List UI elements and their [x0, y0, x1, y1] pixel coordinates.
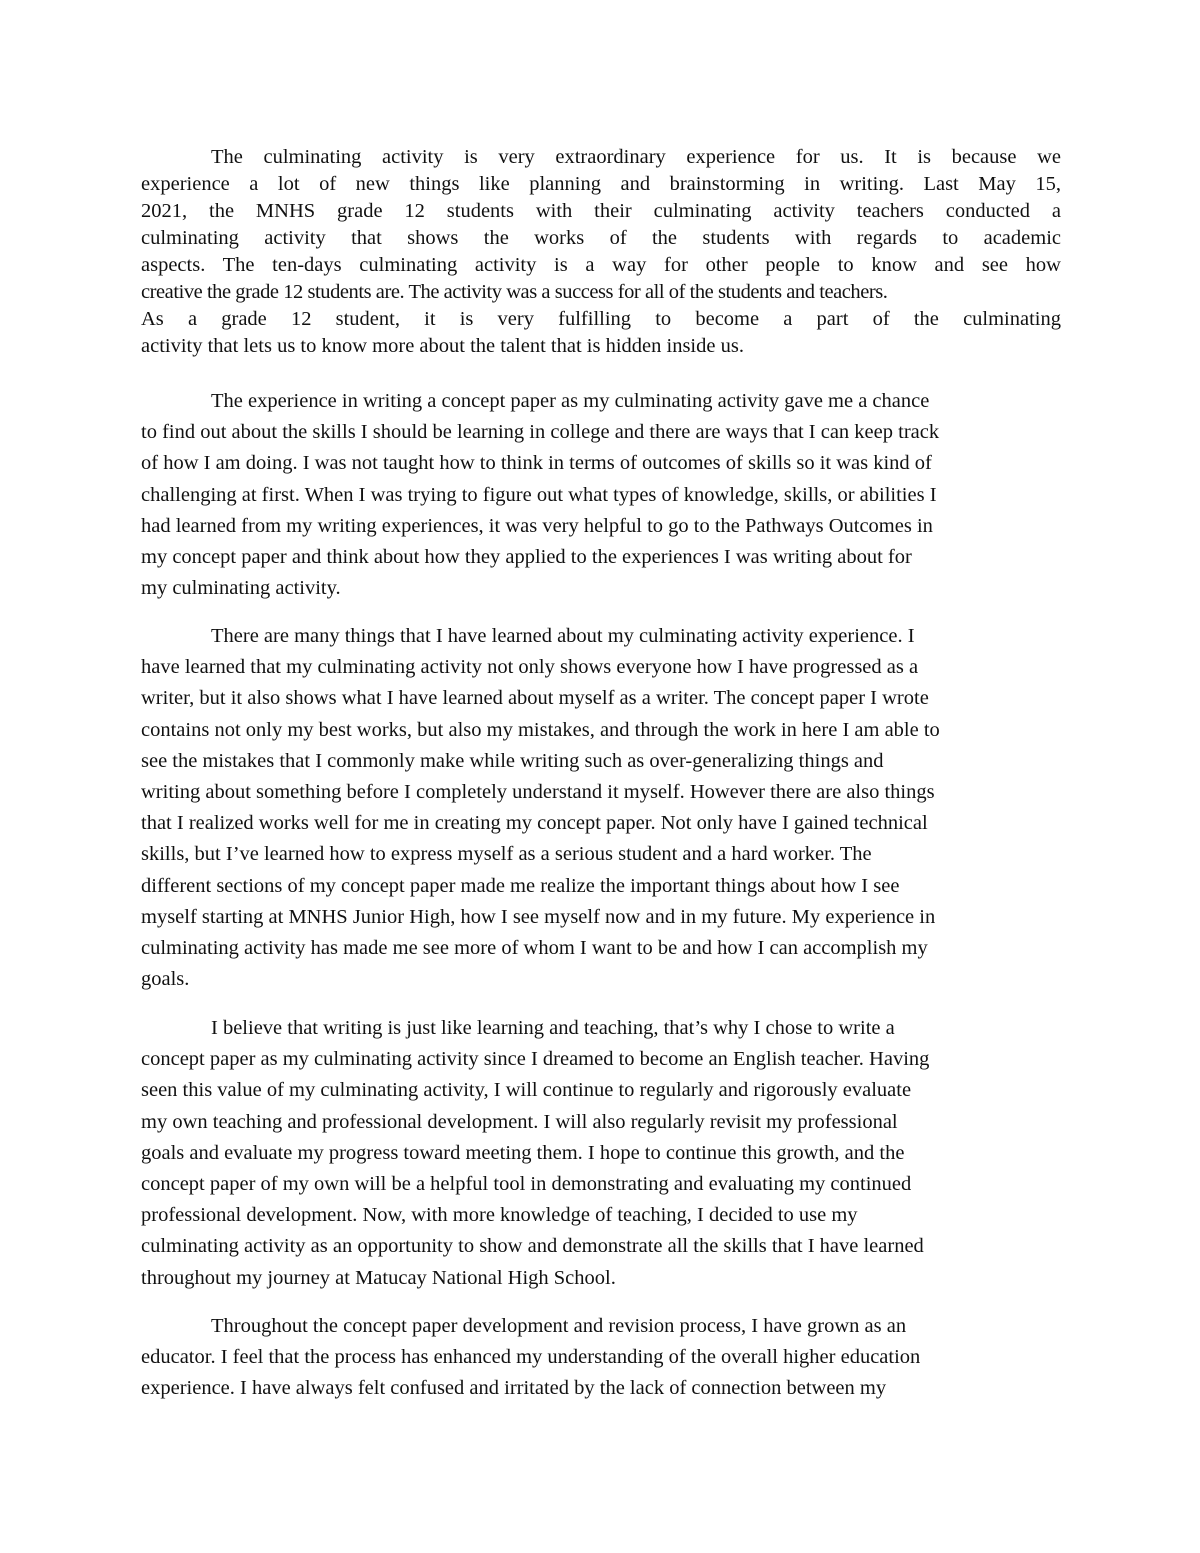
paragraph-line: professional development. Now, with more knowledge of teaching, I decided to use my	[141, 1204, 858, 1227]
paragraph-line: of how I am doing. I was not taught how to think in terms of outcomes of skills so it was kind of	[141, 452, 932, 475]
paragraph-line: I believe that writing is just like learning and teaching, that’s why I chose to write a	[211, 1017, 895, 1039]
paragraph-4	[141, 1013, 1061, 1294]
paragraph-5	[141, 1311, 1061, 1405]
paragraph-line: Throughout the concept paper development and revision process, I have grown as an	[211, 1315, 907, 1337]
paragraph-line: challenging at first. When I was trying to figure out what types of knowledge, skills, or abilities I	[141, 483, 937, 506]
paragraph-line: concept paper of my own will be a helpful tool in demonstrating and evaluating my continued	[141, 1173, 912, 1196]
paragraph-line: that I realized works well for me in creating my concept paper. Not only have I gained technical	[141, 812, 928, 835]
paragraph-3	[141, 621, 1061, 995]
paragraph-line: my culminating activity.	[141, 577, 341, 600]
paragraph-line: my own teaching and professional development. I will also regularly revisit my professional	[141, 1110, 898, 1133]
paragraph-line: culminating activity as an opportunity to show and demonstrate all the skills that I have learned	[141, 1235, 924, 1258]
paragraph-line: activity that lets us to know more about the talent that is hidden inside us.	[141, 335, 744, 357]
paragraph-line: had learned from my writing experiences, it was very helpful to go to the Pathways Outcomes in	[141, 514, 933, 537]
paragraph-line: concept paper as my culminating activity since I dreamed to become an English teacher. Having	[141, 1048, 930, 1071]
paragraph-line: have learned that my culminating activity not only shows everyone how I have progressed as a	[141, 656, 919, 679]
paragraph-line: aspects. The ten-days culminating activity is a way for other people to know and see how	[141, 254, 1061, 276]
paragraph-line: different sections of my concept paper made me realize the important things about how I see	[141, 874, 900, 897]
paragraph-line: 2021, the MNHS grade 12 students with their culminating activity teachers conducted a	[141, 200, 1061, 222]
paragraph-line: throughout my journey at Matucay National High School.	[141, 1266, 616, 1289]
paragraph-line: There are many things that I have learned about my culminating activity experience. I	[211, 625, 915, 647]
paragraph-line: seen this value of my culminating activity, I will continue to regularly and rigorously evaluate	[141, 1079, 912, 1102]
paragraph-2	[141, 386, 1061, 604]
paragraph-line: goals.	[141, 968, 190, 991]
paragraph-line: creative the grade 12 students are. The activity was a success for all of the students and teachers.	[141, 281, 888, 303]
paragraph-line: The experience in writing a concept paper as my culminating activity gave me a chance	[211, 390, 930, 412]
paragraph-line: experience a lot of new things like planning and brainstorming in writing. Last May 15,	[141, 173, 1061, 195]
paragraph-line: contains not only my best works, but also my mistakes, and through the work in here I am able to	[141, 718, 940, 741]
paragraph-line: writing about something before I completely understand it myself. However there are also things	[141, 781, 935, 804]
paragraph-line: goals and evaluate my progress toward meeting them. I hope to continue this growth, and the	[141, 1141, 905, 1164]
paragraph-line: my concept paper and think about how they applied to the experiences I was writing about for	[141, 546, 912, 569]
paragraph-line: culminating activity that shows the works of the students with regards to academic	[141, 227, 1061, 249]
paragraph-line: culminating activity has made me see more of whom I want to be and how I can accomplish my	[141, 937, 928, 960]
paragraph-line: skills, but I’ve learned how to express myself as a serious student and a hard worker. The	[141, 843, 872, 866]
paragraph-line: to find out about the skills I should be learning in college and there are ways that I can keep track	[141, 421, 940, 444]
paragraph-line: educator. I feel that the process has enhanced my understanding of the overall higher education	[141, 1346, 921, 1369]
paragraph-line: As a grade 12 student, it is very fulfilling to become a part of the culminating	[141, 308, 1061, 330]
paragraph-line: The culminating activity is very extraordinary experience for us. It is because we	[211, 146, 1061, 168]
paragraph-line: writer, but it also shows what I have learned about myself as a writer. The concept paper I wrote	[141, 687, 929, 710]
paragraph-1	[141, 144, 1061, 360]
paragraph-line: experience. I have always felt confused and irritated by the lack of connection between my	[141, 1377, 887, 1400]
paragraph-line: myself starting at MNHS Junior High, how I see myself now and in my future. My experience in	[141, 905, 936, 928]
paragraph-line: see the mistakes that I commonly make while writing such as over-generalizing things and	[141, 749, 884, 772]
